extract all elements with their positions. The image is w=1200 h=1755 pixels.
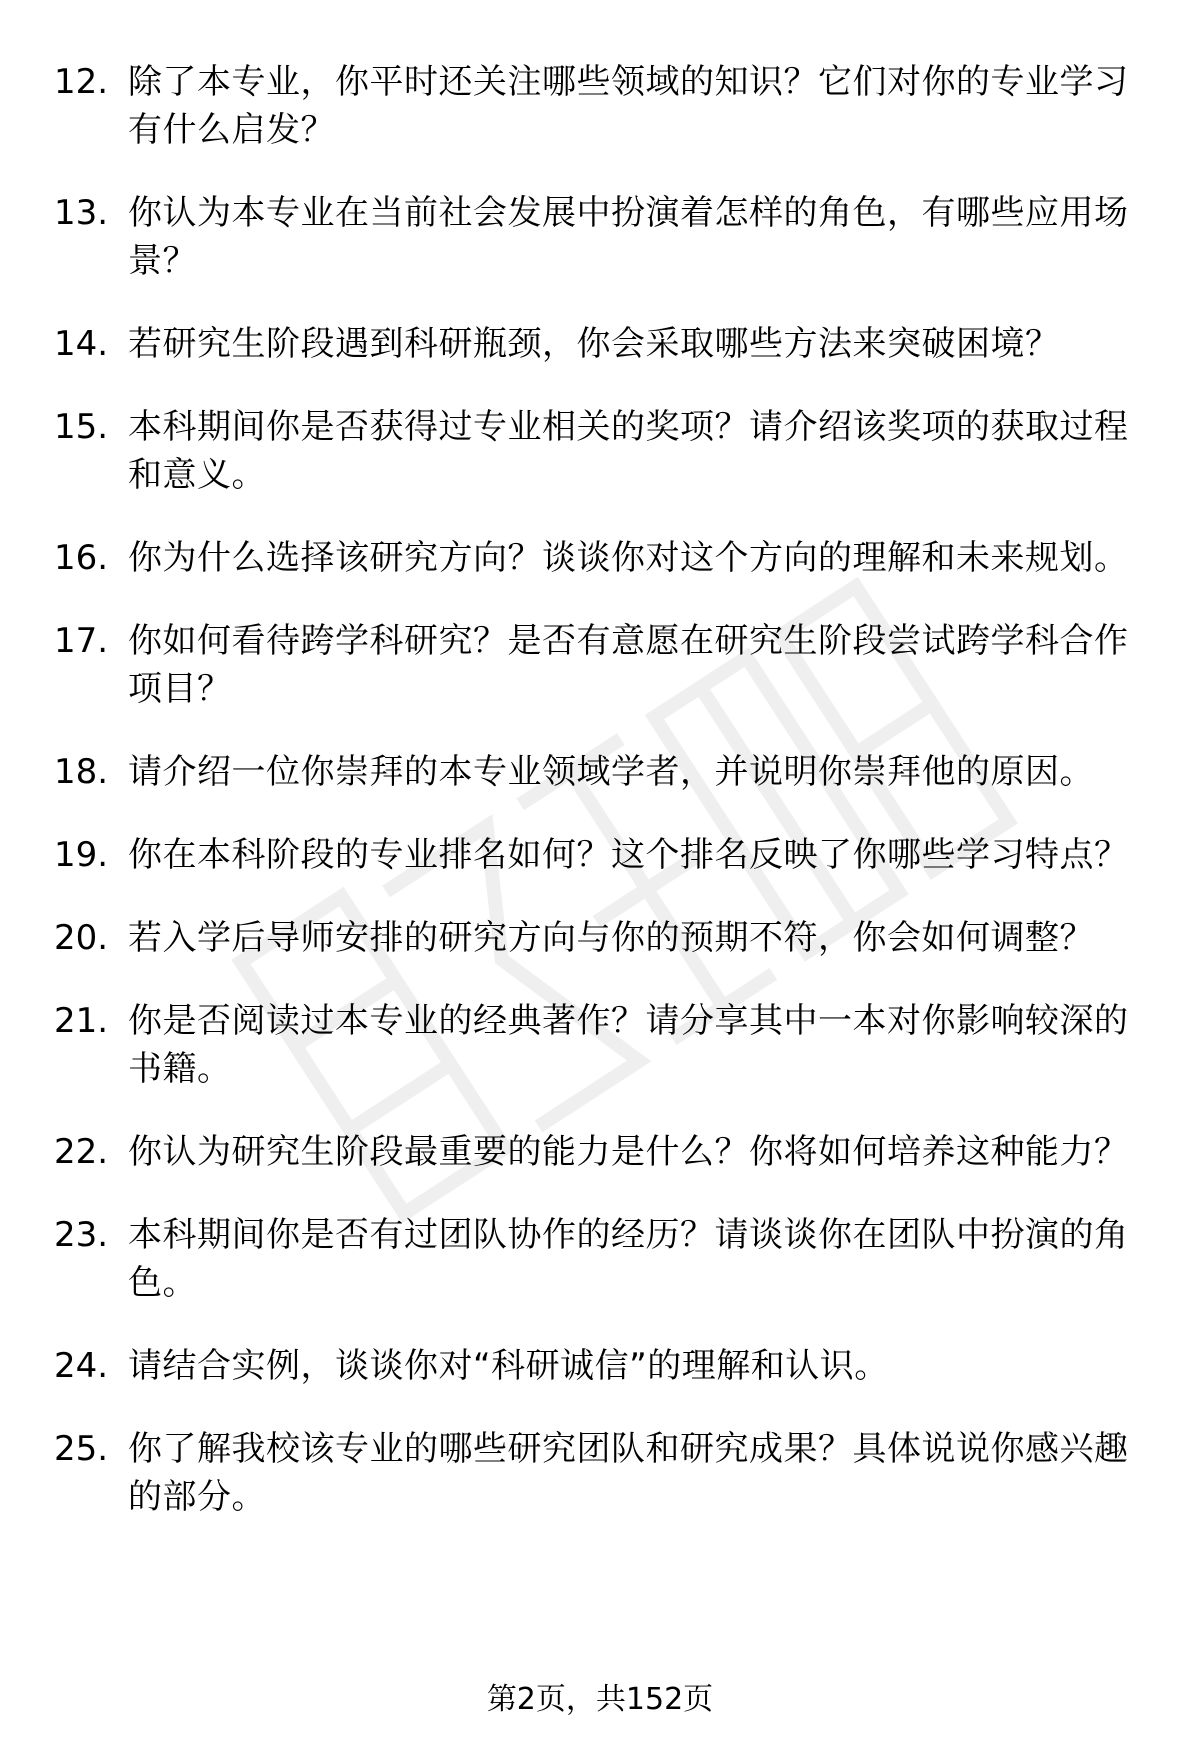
question-text: 你认为本专业在当前社会发展中扮演着怎样的角色，有哪些应用场景？ (128, 193, 1129, 281)
question-number: 18. (54, 752, 109, 792)
question-number: 17. (54, 621, 109, 661)
question-text: 请结合实例，谈谈你对“科研诚信”的理解和认识。 (128, 1346, 889, 1386)
page-footer (0, 1680, 1200, 1720)
question-item-25 (0, 1425, 1200, 1521)
question-text: 除了本专业，你平时还关注哪些领域的知识？它们对你的专业学习有什么启发？ (128, 62, 1129, 150)
question-text: 你为什么选择该研究方向？谈谈你对这个方向的理解和未来规划。 (128, 538, 1129, 578)
question-text: 本科期间你是否获得过专业相关的奖项？请介绍该奖项的获取过程和意义。 (128, 407, 1129, 495)
question-text: 你如何看待跨学科研究？是否有意愿在研究生阶段尝试跨学科合作项目？ (128, 621, 1129, 709)
question-number: 15. (54, 407, 109, 447)
question-number: 21. (54, 1001, 109, 1041)
question-item-21 (0, 997, 1200, 1093)
question-number: 25. (54, 1429, 109, 1469)
question-item-23 (0, 1211, 1200, 1307)
question-item-20 (0, 914, 1200, 962)
question-text: 你认为研究生阶段最重要的能力是什么？你将如何培养这种能力？ (128, 1132, 1129, 1172)
question-item-19 (0, 831, 1200, 879)
question-text: 若入学后导师安排的研究方向与你的预期不符，你会如何调整？ (128, 918, 1094, 958)
question-text: 你了解我校该专业的哪些研究团队和研究成果？具体说说你感兴趣的部分。 (128, 1429, 1129, 1517)
question-item-24 (0, 1342, 1200, 1390)
question-text: 你在本科阶段的专业排名如何？这个排名反映了你哪些学习特点？ (128, 835, 1129, 875)
question-number: 20. (54, 918, 109, 958)
question-item-14 (0, 320, 1200, 368)
question-number: 23. (54, 1215, 109, 1255)
question-number: 24. (54, 1346, 109, 1386)
page-number-label: 第2页，共152页 (486, 1682, 714, 1717)
question-item-16 (0, 534, 1200, 582)
question-number: 13. (54, 193, 109, 233)
question-item-18 (0, 748, 1200, 796)
question-number: 19. (54, 835, 109, 875)
question-text: 本科期间你是否有过团队协作的经历？请谈谈你在团队中扮演的角色。 (128, 1215, 1129, 1303)
question-number: 14. (54, 324, 109, 364)
question-item-15 (0, 403, 1200, 499)
question-number: 22. (54, 1132, 109, 1172)
question-item-12 (0, 58, 1200, 154)
question-item-13 (0, 189, 1200, 285)
question-number: 16. (54, 538, 109, 578)
question-text: 你是否阅读过本专业的经典著作？请分享其中一本对你影响较深的书籍。 (128, 1001, 1129, 1089)
question-text: 请介绍一位你崇拜的本专业领域学者，并说明你崇拜他的原因。 (128, 752, 1094, 792)
question-list (0, 58, 1200, 1556)
question-item-22 (0, 1128, 1200, 1176)
question-number: 12. (54, 62, 109, 102)
question-item-17 (0, 617, 1200, 713)
question-text: 若研究生阶段遇到科研瓶颈，你会采取哪些方法来突破困境？ (128, 324, 1060, 364)
